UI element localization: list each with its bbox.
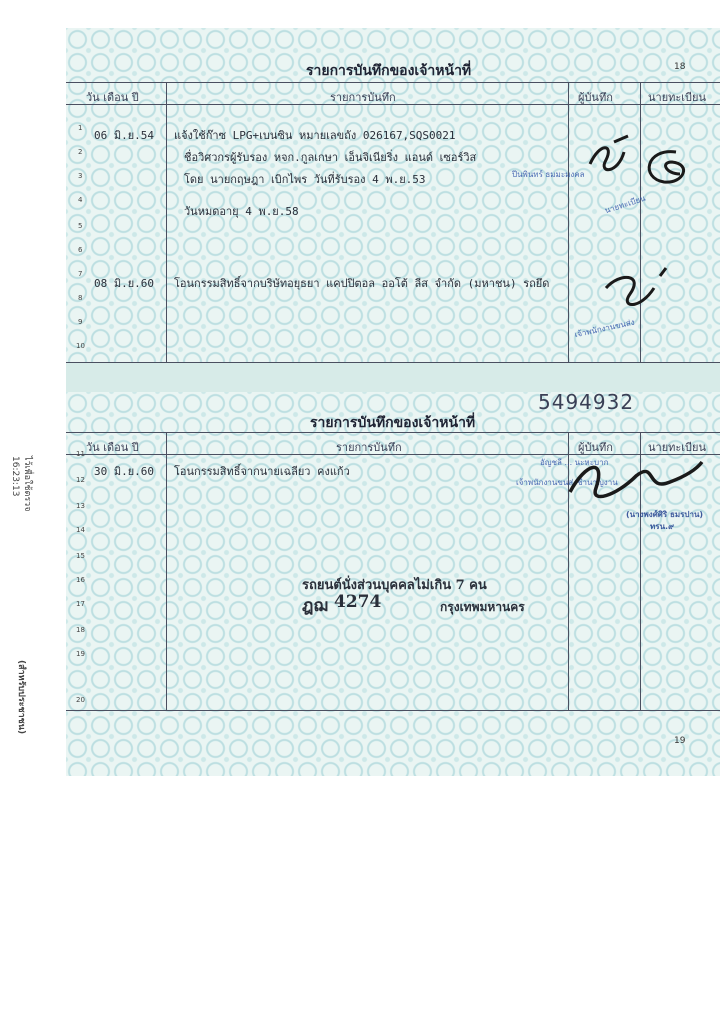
row-number: 20	[76, 696, 85, 704]
entry-line: ชื่อวิศวกรผู้รับรอง หจก.กูลเกษา เอ็นจิเนียริ่ง แอนด์ เซอร์วิส	[184, 151, 477, 164]
signature-icon	[600, 266, 670, 316]
lower-col-recorder: ผู้บันทึก	[578, 441, 613, 454]
entry-line: โอนกรรมสิทธิ์จากนายเฉลียว คงแก้ว	[174, 465, 350, 478]
row-number: 8	[78, 294, 83, 302]
entry-date: 08 มิ.ย.60	[94, 277, 155, 290]
lower-col-record: รายการบันทึก	[336, 441, 402, 454]
row-number: 7	[78, 270, 83, 278]
lower-col-registrar: นายทะเบียน	[648, 441, 707, 454]
lower-col-divider-1	[166, 432, 167, 710]
row-number: 16	[76, 576, 85, 584]
official-stamp: นายทะเบียน	[603, 193, 647, 216]
official-stamp: เจ้าพนักงานขนส่งชำนาญงาน	[516, 478, 618, 487]
row-number: 10	[76, 342, 85, 350]
official-stamp: อัญชลี ... นะหะบาก	[540, 458, 609, 467]
entry-line: วันหมดอายุ 4 พ.ย.58	[184, 205, 299, 218]
row-number: 12	[76, 476, 85, 484]
row-number: 15	[76, 552, 85, 560]
row-number: 9	[78, 318, 83, 326]
lower-page-title: รายการบันทึกของเจ้าหน้าที่	[310, 415, 476, 431]
entry-date: 30 มิ.ย.60	[94, 465, 155, 478]
lower-header-top-line	[66, 432, 720, 433]
entry-date: 06 มิ.ย.54	[94, 129, 155, 142]
upper-col-date: วัน เดือน ปี	[86, 91, 139, 104]
official-stamp: ปีนพินทร์ ธมมะมงคล	[512, 170, 585, 179]
row-number: 13	[76, 502, 85, 510]
upper-col-divider-3	[640, 82, 641, 362]
upper-col-divider-2	[568, 82, 569, 362]
plate-prefix: ฎฌ	[302, 596, 328, 616]
upper-col-recorder: ผู้บันทึก	[578, 91, 613, 104]
upper-col-divider-1	[166, 82, 167, 362]
row-number: 4	[78, 196, 83, 204]
row-number: 3	[78, 172, 83, 180]
entry-line: โดย นายกฤษฎา เบิกไพร วันที่รับรอง 4 พ.ย.53	[184, 173, 426, 186]
lower-page-number: 19	[674, 736, 686, 746]
row-number: 1	[78, 124, 83, 132]
upper-col-record: รายการบันทึก	[330, 91, 396, 104]
row-number: 5	[78, 222, 83, 230]
row-number: 19	[76, 650, 85, 658]
form-serial-number: 5494932	[538, 390, 635, 414]
upper-header-top-line	[66, 82, 720, 83]
row-number: 11	[76, 450, 85, 458]
row-number: 18	[76, 626, 85, 634]
public-copy-label: (สำหรับประชาชน)	[16, 660, 26, 735]
plate-number: 4274	[334, 592, 382, 612]
official-stamp: ทรน.๙	[650, 522, 674, 531]
upper-page-title: รายการบันทึกของเจ้าหน้าที่	[306, 63, 472, 79]
row-number: 17	[76, 600, 85, 608]
upper-col-registrar: นายทะเบียน	[648, 91, 707, 104]
official-stamp: (นางพงศ์ศิริ ธมรปาน)	[626, 510, 704, 519]
margin-label: ไว้เพื่อใช้ตรวจ	[22, 456, 32, 512]
lower-col-date: วัน เดือน ปี	[86, 441, 139, 454]
signature-icon	[566, 452, 706, 512]
print-time: 16:23:13	[10, 456, 20, 497]
row-number: 6	[78, 246, 83, 254]
signature-icon	[636, 144, 696, 190]
entry-line: โอนกรรมสิทธิ์จากบริษัทอยุธยา แคปปิตอล ออโต้ ลีส จำกัด (มหาชน) รถยึด	[174, 277, 550, 290]
official-stamp: เจ้าพนักงานขนส่ง	[573, 317, 636, 340]
upper-table-bottom-line	[66, 362, 720, 363]
row-number: 2	[78, 148, 83, 156]
entry-line: แจ้งใช้ก๊าซ LPG+เบนซิน หมายเลขถัง 026167,SQS0021	[174, 129, 456, 142]
lower-table-bottom-line	[66, 710, 720, 711]
row-number: 14	[76, 526, 85, 534]
signature-icon	[584, 134, 634, 182]
province: กรุงเทพมหานคร	[440, 600, 525, 614]
vehicle-type: รถยนต์นั่งส่วนบุคคลไม่เกิน 7 คน	[302, 578, 487, 593]
upper-page-number: 18	[674, 62, 686, 72]
